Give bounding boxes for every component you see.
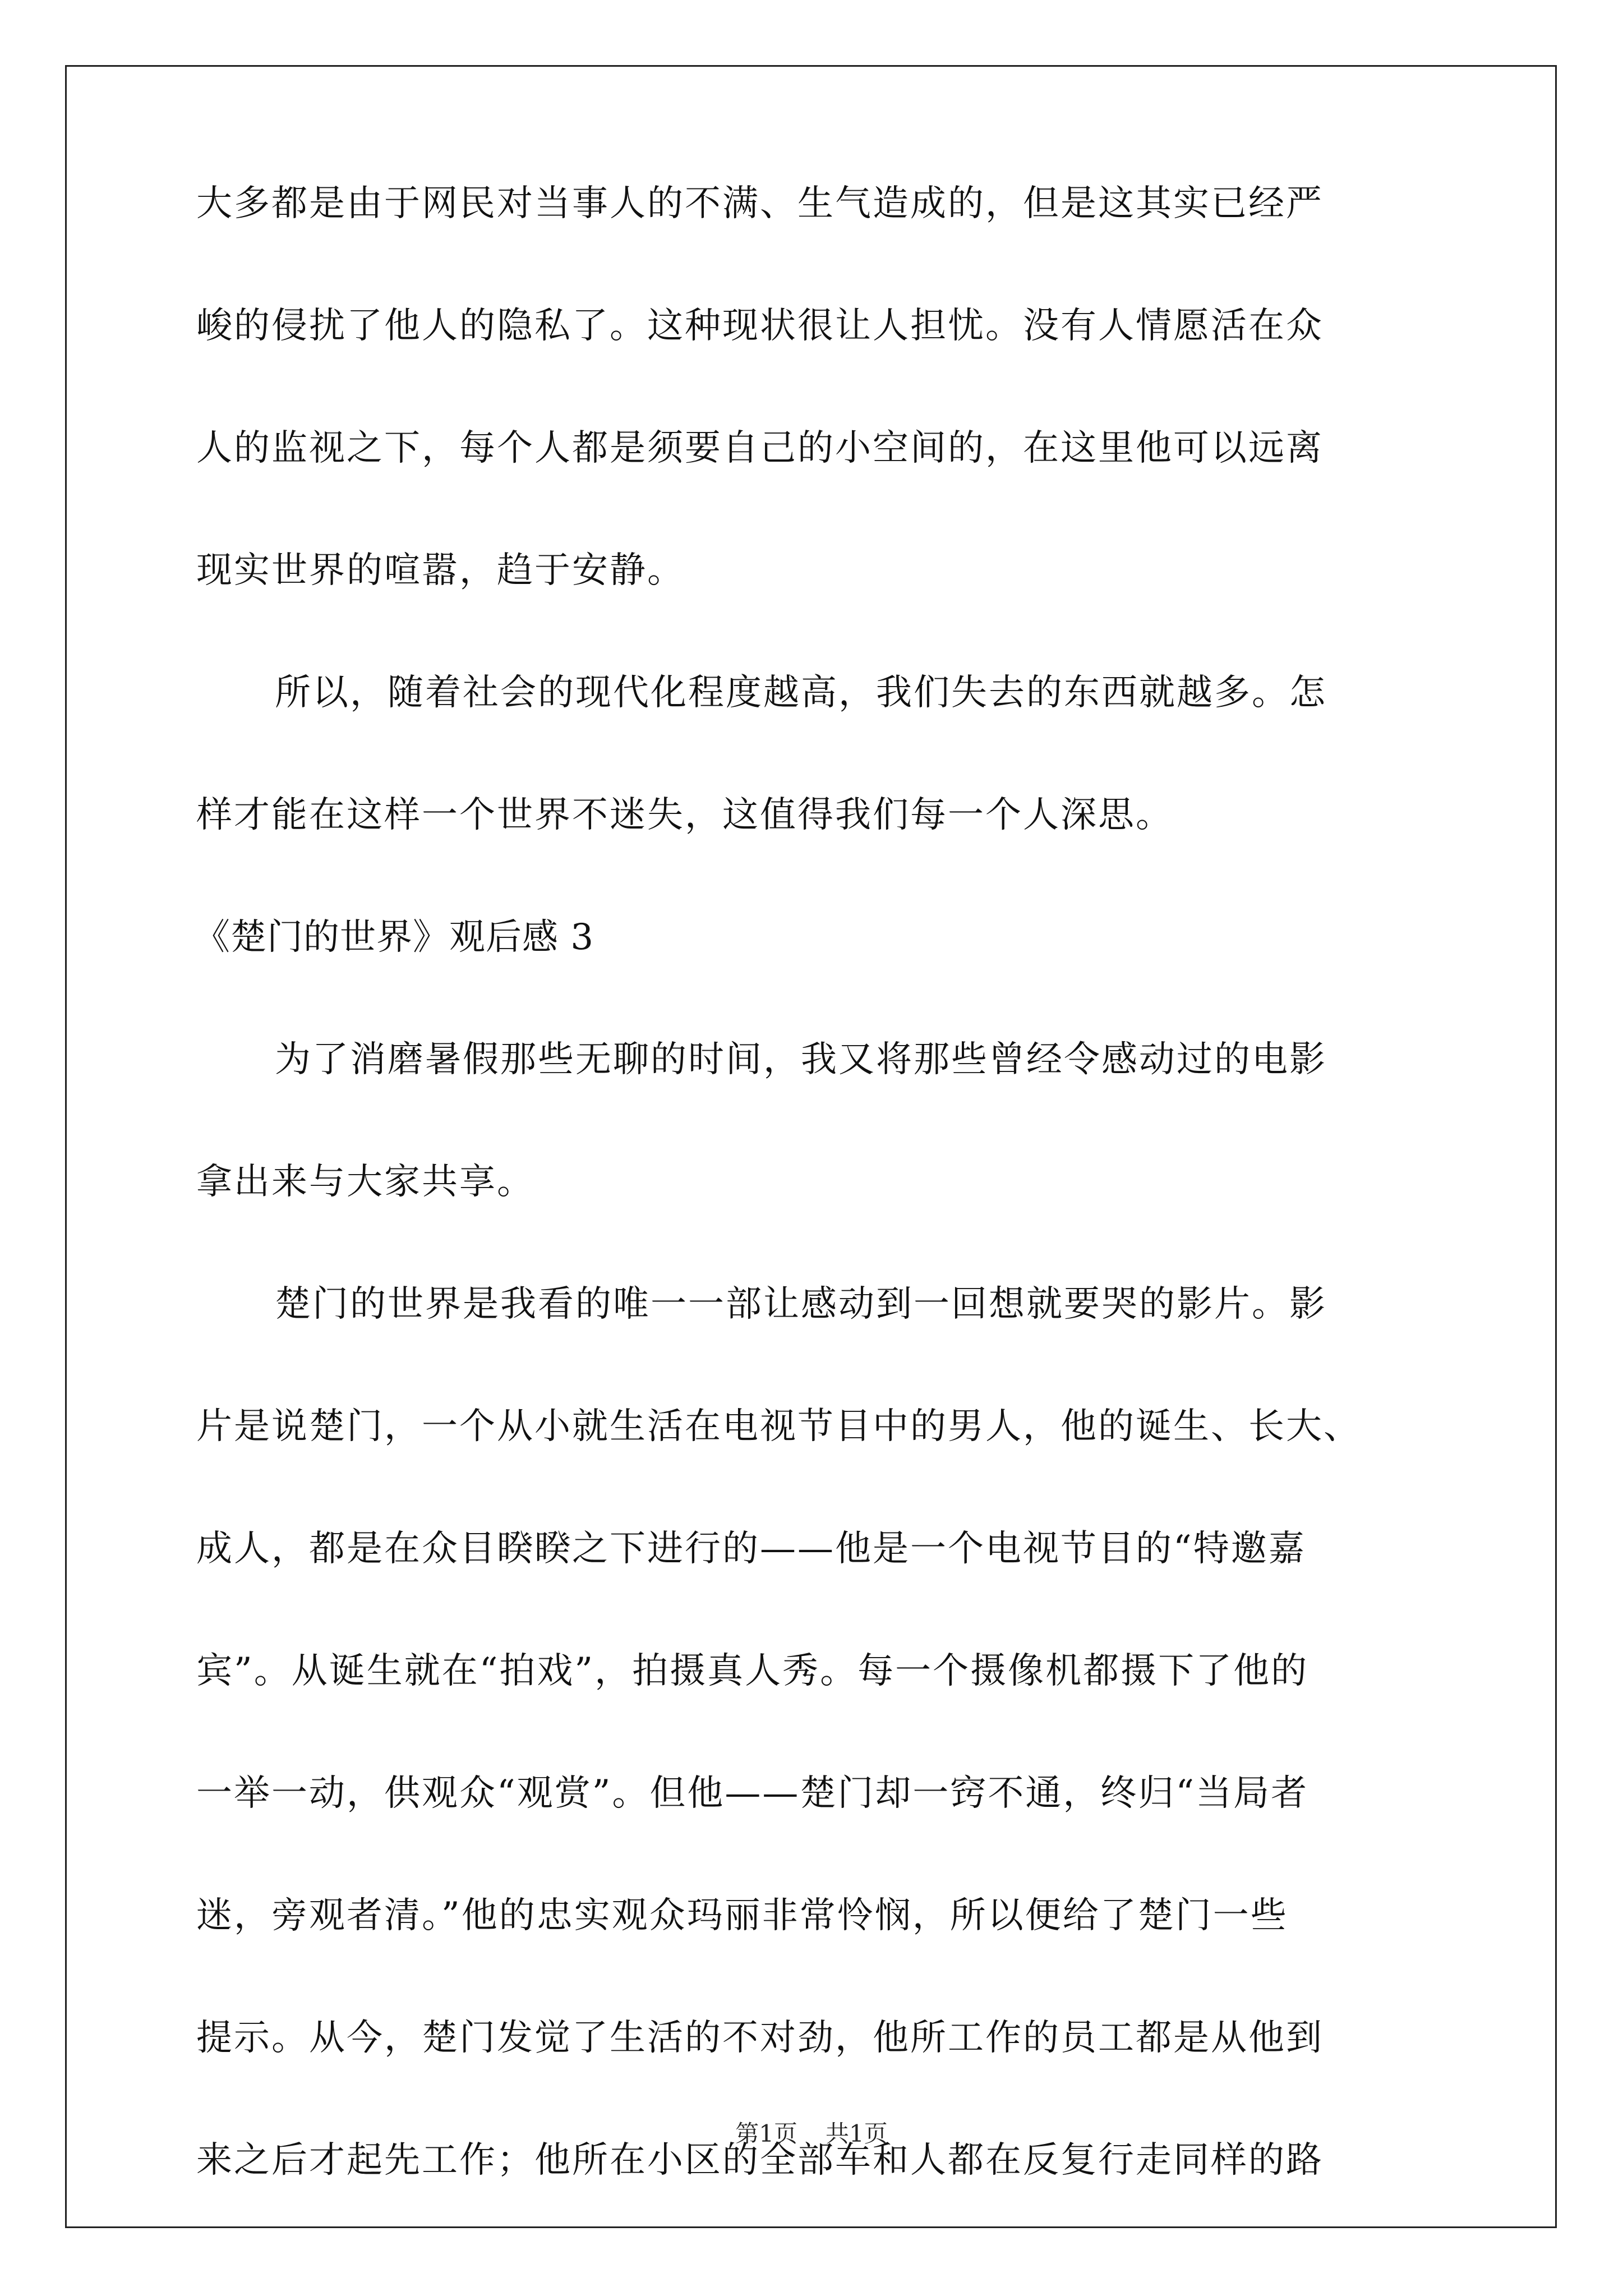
text-line: 片是说楚门，一个从小就生活在电视节目中的男人，他的诞生、长大、 [196,1406,1361,1447]
text-line: 一举一动，供观众“观赏”。但他——楚门却一窍不通，终归“当局者 [196,1773,1309,1814]
document-body [196,185,1486,2264]
text-line: 成人，都是在众目睽睽之下进行的——他是一个电视节目的“特邀嘉 [196,1528,1306,1570]
paragraph-start-line: 所以，随着社会的现代化程度越高，我们失去的东西就越多。怎 [275,672,1327,714]
text-line: 样才能在这样一个世界不迷失，这值得我们每一个人深思。 [196,794,1173,836]
page-footer [0,2120,1623,2147]
section-heading: 《楚门的世界》观后感 3 [194,917,594,958]
text-line: 提示。从今，楚门发觉了生活的不对劲，他所工作的员工都是从他到 [196,2017,1324,2059]
text-line: 宾”。从诞生就在“拍戏”，拍摄真人秀。每一个摄像机都摄下了他的 [196,1650,1309,1692]
page-total: 共1页 [826,2120,888,2147]
page-number: 第1页 [735,2120,797,2147]
text-line: 大多都是由于网民对当事人的不满、生气造成的，但是这其实已经严 [196,183,1324,224]
text-line: 来之后才起先工作；他所在小区的全部车和人都在反复行走同样的路 [196,2139,1324,2181]
text-line: 人的监视之下，每个人都是须要自己的小空间的，在这里他可以远离 [196,427,1324,469]
text-line: 拿出来与大家共享。 [196,1161,534,1203]
text-line: 迷，旁观者清。”他的忠实观众玛丽非常怜悯，所以便给了楚门一些 [196,1895,1288,1936]
paragraph-start-line: 楚门的世界是我看的唯一一部让感动到一回想就要哭的影片。影 [275,1283,1327,1325]
text-line: 现实世界的喧嚣，趋于安静。 [196,550,685,591]
text-line: 峻的侵扰了他人的隐私了。这种现状很让人担忧。没有人情愿活在众 [196,305,1324,347]
paragraph-start-line: 为了消磨暑假那些无聊的时间，我又将那些曾经令感动过的电影 [275,1039,1327,1080]
